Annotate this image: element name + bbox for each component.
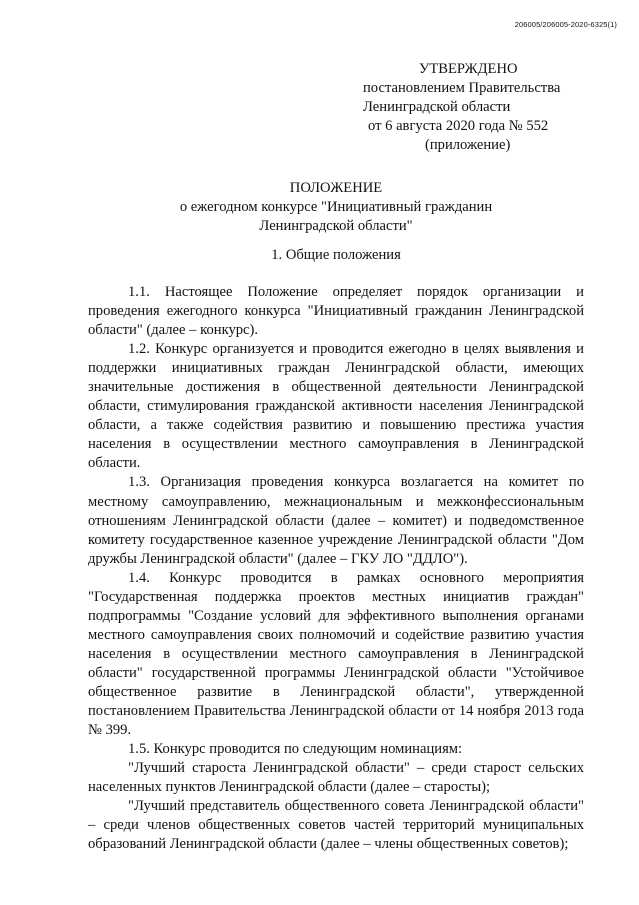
document-title-main: ПОЛОЖЕНИЕ	[289, 180, 383, 196]
document-title	[88, 179, 584, 236]
document-id: 206005/206005-2020-6325(1)	[514, 20, 617, 29]
section-heading: 1. Общие положения	[271, 247, 401, 263]
section-body	[88, 283, 584, 854]
paragraph-1-3: 1.3. Организация проведения конкурса возлагается на комитет по местному самоуправлению, межнациональным и межконфессиональным отношениям Ленинградской области (далее – комитет) и подведомственное комитету государственное казенное учреждение Ленинградской области "Дом дружбы Ленинградской области" (далее – ГКУ ЛО "ДДЛО").	[88, 474, 584, 567]
paragraph-1-2: 1.2. Конкурс организуется и проводится ежегодно в целях выявления и поддержки инициативных граждан Ленинградской области, имеющих значительные достижения в общественной деятельности Ленинградской области, стимулирования гражданской активности населения Ленинградской области, а также содействия развитию и повышению престижа участия населения в осуществлении местного самоуправления в Ленинградской области.	[88, 341, 584, 472]
document-title-subject: о ежегодном конкурсе "Инициативный гражданин	[179, 199, 493, 215]
nomination-council-member: "Лучший представитель общественного совета Ленинградской области" – среди членов общественных советов частей территорий муниципальных образований Ленинградской области (далее – члены общественных советов);	[88, 798, 584, 853]
paragraph-1-4: 1.4. Конкурс проводится в рамках основного мероприятия "Государственная поддержка проектов местных инициатив граждан" подпрограммы "Создание условий для эффективного выполнения органами местного самоуправления своих полномочий и содействие развитию участия населения в осуществлении местного самоуправления в Ленинградской области" государственной программы Ленинградской области "Устойчивое общественное развитие в Ленинградской области", утвержденной постановлением Правительства Ленинградской области от 14 ноября 2013 года № 399.	[88, 569, 584, 739]
nomination-starosta: "Лучший староста Ленинградской области" – среди старост сельских населенных пунктов Ленинградской области (далее – старосты);	[88, 760, 584, 796]
paragraph-1-5: 1.5. Конкурс проводится по следующим номинациям:	[128, 741, 463, 758]
paragraph-1-1: 1.1. Настоящее Положение определяет порядок организации и проведения ежегодного конкурса "Инициативный гражданин Ленинградской области" (далее – конкурс).	[88, 284, 584, 339]
approval-heading: УТВЕРЖДЕНО	[419, 61, 518, 77]
approval-issuer: постановлением Правительства	[363, 80, 561, 96]
approval-region: Ленинградской области	[363, 99, 511, 115]
approval-date-number: от 6 августа 2020 года № 552	[368, 118, 549, 134]
document-title-subject-cont: Ленинградской области"	[259, 218, 413, 234]
approval-annex-note: (приложение)	[425, 137, 511, 153]
